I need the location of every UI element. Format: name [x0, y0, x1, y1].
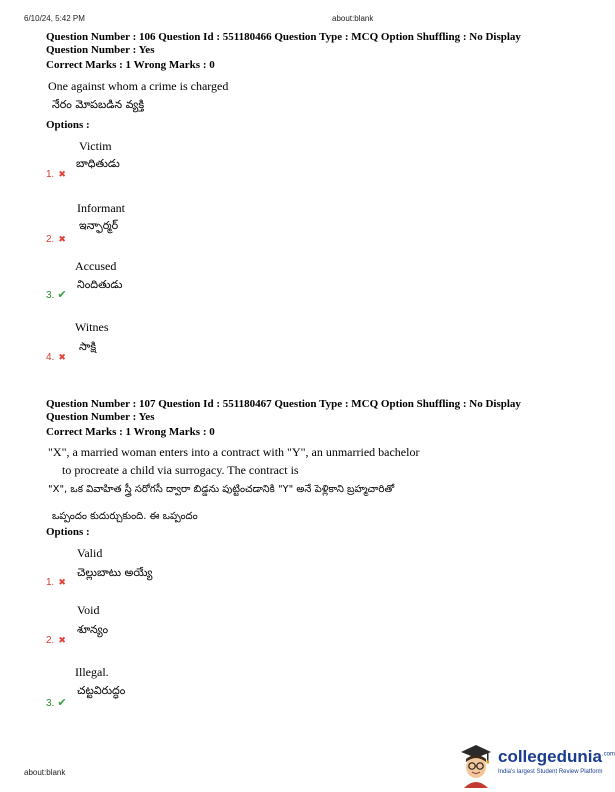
q106-option-3-en: Accused	[75, 259, 117, 273]
check-mark-icon: ✔	[57, 696, 67, 709]
q107-meta-line2: Question Number : Yes	[46, 411, 155, 423]
q107-text-te-1: "X", ఒక వివాహిత స్త్రీ సరోగసీ ద్వారా బిడ్డను పుట్టించడానికి "Y" అనే పెళ్లికాని బ్రహ్మచారితో	[48, 484, 395, 495]
q107-option-2-number: 2.	[46, 635, 55, 646]
check-mark-icon: ✔	[57, 288, 67, 301]
q106-option-1-marker	[46, 164, 66, 182]
q106-meta-line2: Question Number : Yes	[46, 44, 155, 56]
q107-option-3-marker	[46, 693, 67, 711]
q106-option-2-number: 2.	[46, 234, 55, 245]
q106-option-4-number: 4.	[46, 352, 55, 363]
q106-options-label: Options :	[46, 119, 90, 131]
print-datetime: 6/10/24, 5:42 PM	[24, 14, 85, 23]
q107-text-en-2: to procreate a child via surrogacy. The contract is	[62, 463, 299, 477]
q106-option-2-en: Informant	[77, 201, 125, 215]
q107-text-te-2: ఒప్పందం కుదుర్చుకుంది. ఈ ఒప్పందం	[52, 511, 198, 522]
q107-option-2-te: శూన్యం	[77, 623, 109, 636]
logo-name: collegedunia	[498, 747, 602, 766]
q106-marks: Correct Marks : 1 Wrong Marks : 0	[46, 59, 215, 71]
q107-option-2-en: Void	[77, 603, 100, 617]
student-mascot-icon	[458, 742, 494, 788]
q106-option-1-number: 1.	[46, 169, 55, 180]
q107-options-label: Options :	[46, 526, 90, 538]
q107-option-1-number: 1.	[46, 577, 55, 588]
q106-option-3-marker	[46, 285, 67, 303]
q107-option-1-marker	[46, 572, 66, 590]
logo-wordmark	[498, 747, 615, 767]
cross-mark-icon: ✖	[58, 636, 66, 646]
logo-suffix: .com	[601, 751, 615, 758]
q106-option-4-te: సాక్షి	[79, 340, 97, 353]
q107-option-2-marker	[46, 630, 66, 648]
q106-text-en: One against whom a crime is charged	[48, 79, 229, 93]
q106-text-te: నేరం మోపబడిన వ్యక్తి	[52, 98, 145, 111]
q106-option-1-te: బాధితుడు	[76, 157, 120, 170]
cross-mark-icon: ✖	[58, 235, 66, 245]
q107-meta-line1: Question Number : 107 Question Id : 551180467 Question Type : MCQ Option Shuffling : No Display	[46, 398, 521, 410]
q107-option-3-number: 3.	[46, 698, 55, 709]
cross-mark-icon: ✖	[58, 578, 66, 588]
q107-option-1-te: చెల్లుబాటు అయ్యే	[77, 566, 153, 579]
q106-option-2-marker	[46, 229, 66, 247]
q107-option-1-en: Valid	[77, 546, 103, 560]
collegedunia-logo	[458, 742, 615, 788]
q107-option-3-en: Illegal.	[75, 665, 109, 679]
q106-option-1-en: Victim	[79, 139, 112, 153]
q106-option-3-number: 3.	[46, 290, 55, 301]
print-url: about:blank	[332, 14, 374, 23]
logo-tagline: India's largest Student Review Platform	[498, 769, 603, 775]
q106-option-4-en: Witnes	[75, 320, 109, 334]
q107-text-en-1: "X", a married woman enters into a contract with "Y", an unmarried bachelor	[48, 445, 420, 459]
q106-option-2-te: ఇన్ఫార్మర్	[79, 219, 119, 232]
q107-option-3-te: చట్టవిరుద్ధం	[77, 684, 126, 697]
q106-option-4-marker	[46, 347, 66, 365]
q107-marks: Correct Marks : 1 Wrong Marks : 0	[46, 426, 215, 438]
q106-meta-line1: Question Number : 106 Question Id : 551180466 Question Type : MCQ Option Shuffling : No Display	[46, 31, 521, 43]
cross-mark-icon: ✖	[58, 353, 66, 363]
cross-mark-icon: ✖	[58, 170, 66, 180]
footer-url: about:blank	[24, 768, 66, 777]
q106-option-3-te: నిందితుడు	[77, 278, 123, 291]
